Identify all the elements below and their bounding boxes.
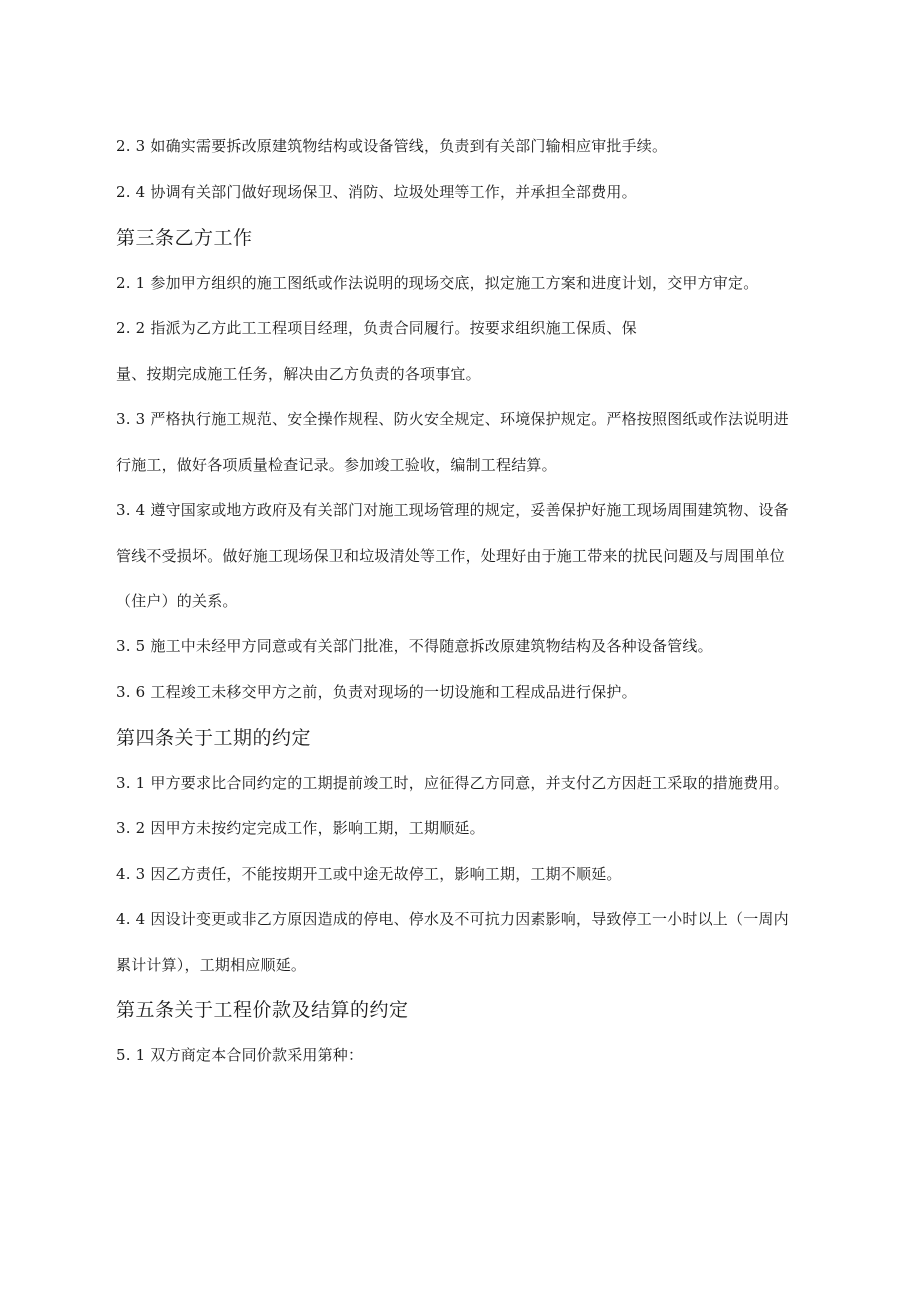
clause-2-2-cont: 量、按期完成施工任务，解决由乙方负责的各项事宜。	[116, 365, 481, 383]
clause-2-1: 2. 1 参加甲方组织的施工图纸或作法说明的现场交底，拟定施工方案和进度计划，交甲方审定。	[116, 274, 759, 292]
section-heading-3: 第三条乙方工作	[116, 227, 253, 249]
clause-4-3: 4. 3 因乙方责任，不能按期开工或中途无故停工，影响工期，工期不顺延。	[116, 865, 622, 883]
clause-4-4: 4. 4 因设计变更或非乙方原因造成的停电、停水及不可抗力因素影响，导致停工一小时以上（一周内	[116, 910, 789, 928]
clause-5-1: 5. 1 双方商定本合同价款采用第种：	[116, 1046, 364, 1064]
section-heading-5: 第五条关于工程价款及结算的约定	[116, 999, 409, 1021]
clause-3-4-cont2: （住户）的关系。	[116, 592, 238, 610]
clause-3-4-cont: 管线不受损坏。做好施工现场保卫和垃圾清处等工作，处理好由于施工带来的扰民问题及与周围单位	[116, 547, 785, 565]
clause-2-2: 2. 2 指派为乙方此工工程项目经理，负责合同履行。按要求组织施工保质、保	[116, 319, 637, 337]
section-heading-4: 第四条关于工期的约定	[116, 727, 312, 749]
clause-4-4-cont: 累计计算），工期相应顺延。	[116, 956, 307, 974]
clause-3-1: 3. 1 甲方要求比合同约定的工期提前竣工时，应征得乙方同意，并支付乙方因赶工采取的措施费用。	[116, 774, 789, 792]
clause-3-5: 3. 5 施工中未经甲方同意或有关部门批准，不得随意拆改原建筑物结构及各种设备管线。	[116, 637, 713, 655]
clause-3-2: 3. 2 因甲方未按约定完成工作，影响工期，工期顺延。	[116, 819, 485, 837]
clause-3-3: 3. 3 严格执行施工规范、安全操作规程、防火安全规定、环境保护规定。严格按照图纸或作法说明进	[116, 410, 789, 428]
clause-3-6: 3. 6 工程竣工未移交甲方之前，负责对现场的一切设施和工程成品进行保护。	[116, 683, 637, 701]
clause-3-3-cont: 行施工，做好各项质量检查记录。参加竣工验收，编制工程结算。	[116, 456, 557, 474]
clause-2-3: 2. 3 如确实需要拆改原建筑物结构或设备管线，负责到有关部门输相应审批手续。	[116, 137, 668, 155]
clause-2-4: 2. 4 协调有关部门做好现场保卫、消防、垃圾处理等工作，并承担全部费用。	[116, 183, 637, 201]
clause-3-4: 3. 4 遵守国家或地方政府及有关部门对施工现场管理的规定，妥善保护好施工现场周围建筑物、设备	[116, 501, 789, 519]
